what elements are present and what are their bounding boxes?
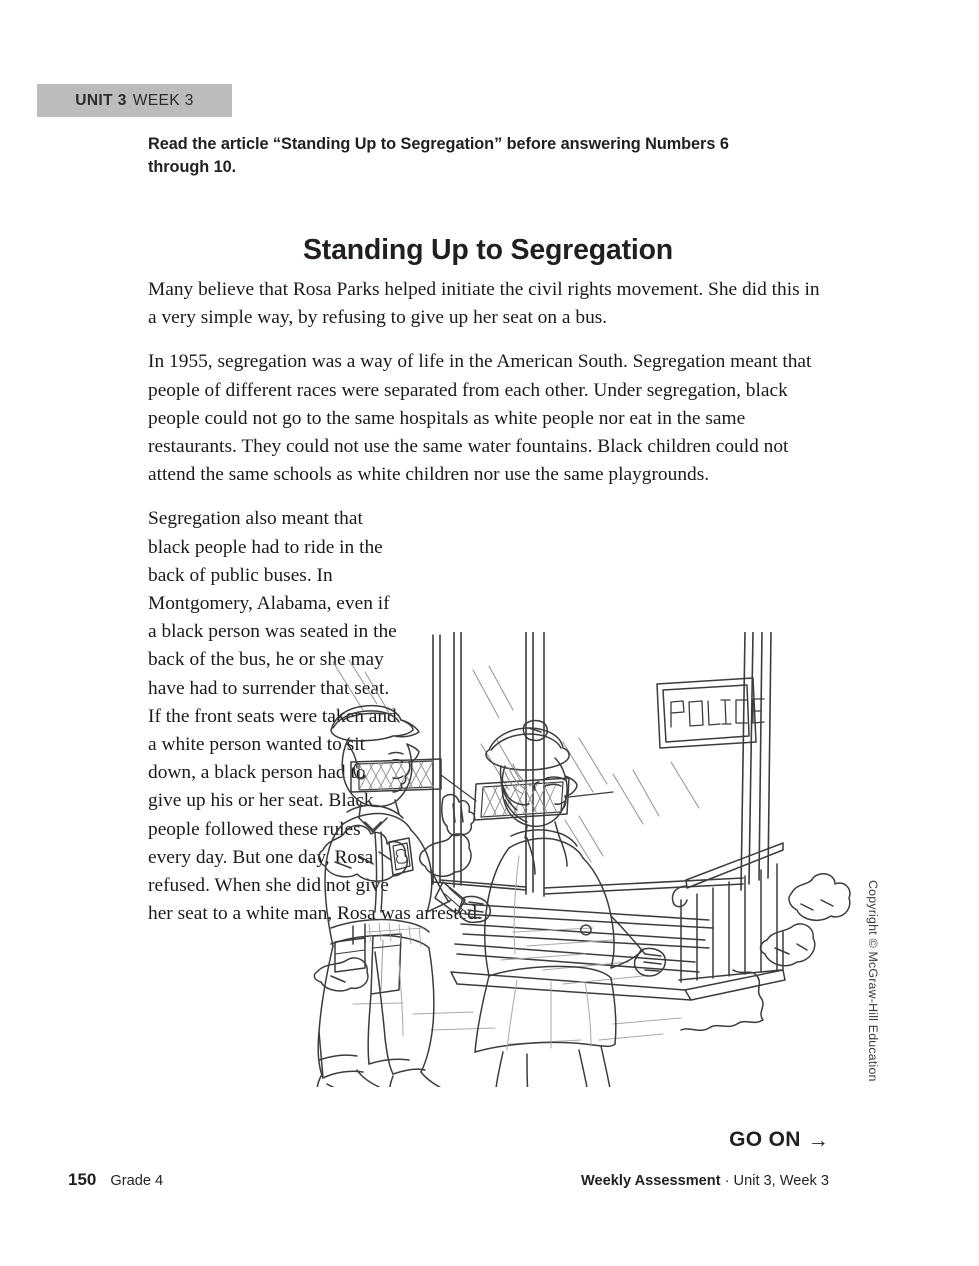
week-label: WEEK 3 xyxy=(132,91,194,109)
arrow-right-icon: → xyxy=(807,1128,829,1152)
page-footer xyxy=(68,1170,829,1192)
unit-week-banner xyxy=(37,84,232,117)
page-number: 150 xyxy=(68,1170,97,1189)
go-on-label: GO ON xyxy=(729,1128,801,1151)
unit-label: UNIT 3 xyxy=(75,91,127,109)
go-on-indicator xyxy=(729,1128,829,1152)
article-paragraph-3-text: Segregation also meant that black people had to ride in the back of public buses. In Montgomery, Alabama, even if a black person was seated in the back of the bus, he or she may have had to surrender that seat. If the front seats were taken and a white person wanted to sit down, a black person had to give up his or her seat. Black people followed these rules every day. But one day, Rosa refused. When she did not give her seat to a white man, Rosa was arrested. xyxy=(148,508,482,925)
instruction-text: Read the article “Standing Up to Segregation” before answering Numbers 6 through 10. xyxy=(148,135,729,177)
copyright-notice: Copyright © McGraw-Hill Education xyxy=(866,880,880,1082)
article-body xyxy=(148,276,828,928)
article-title: Standing Up to Segregation xyxy=(302,234,674,267)
hedge-ground-line xyxy=(681,970,763,1030)
shrub-left-lower xyxy=(314,958,368,991)
article-paragraph-1: Many believe that Rosa Parks helped initiate the civil rights movement. She did this in a very simple way, by refusing to give up her seat on a bus. xyxy=(148,279,820,329)
footer-right-group xyxy=(581,1173,829,1189)
grade-label: Grade 4 xyxy=(110,1173,164,1189)
illustration-text-wrap-spacer xyxy=(398,591,828,896)
sidewalk-shading xyxy=(353,928,681,1044)
assessment-label: Weekly Assessment xyxy=(581,1173,721,1189)
article-paragraph-3 xyxy=(148,505,828,928)
footer-left-group xyxy=(68,1170,163,1190)
article-paragraph-2: In 1955, segregation was a way of life in the American South. Segregation meant that people of different races were separated from each other. Under segregation, black people could not go to the same hospitals as white people nor eat in the same restaurants. They could not use the same water fountains. Black children could not attend the same schools as white children nor use the same playgrounds. xyxy=(148,351,812,486)
shrub-right-lower xyxy=(761,924,815,966)
assessment-unit-label: · Unit 3, Week 3 xyxy=(724,1173,829,1189)
